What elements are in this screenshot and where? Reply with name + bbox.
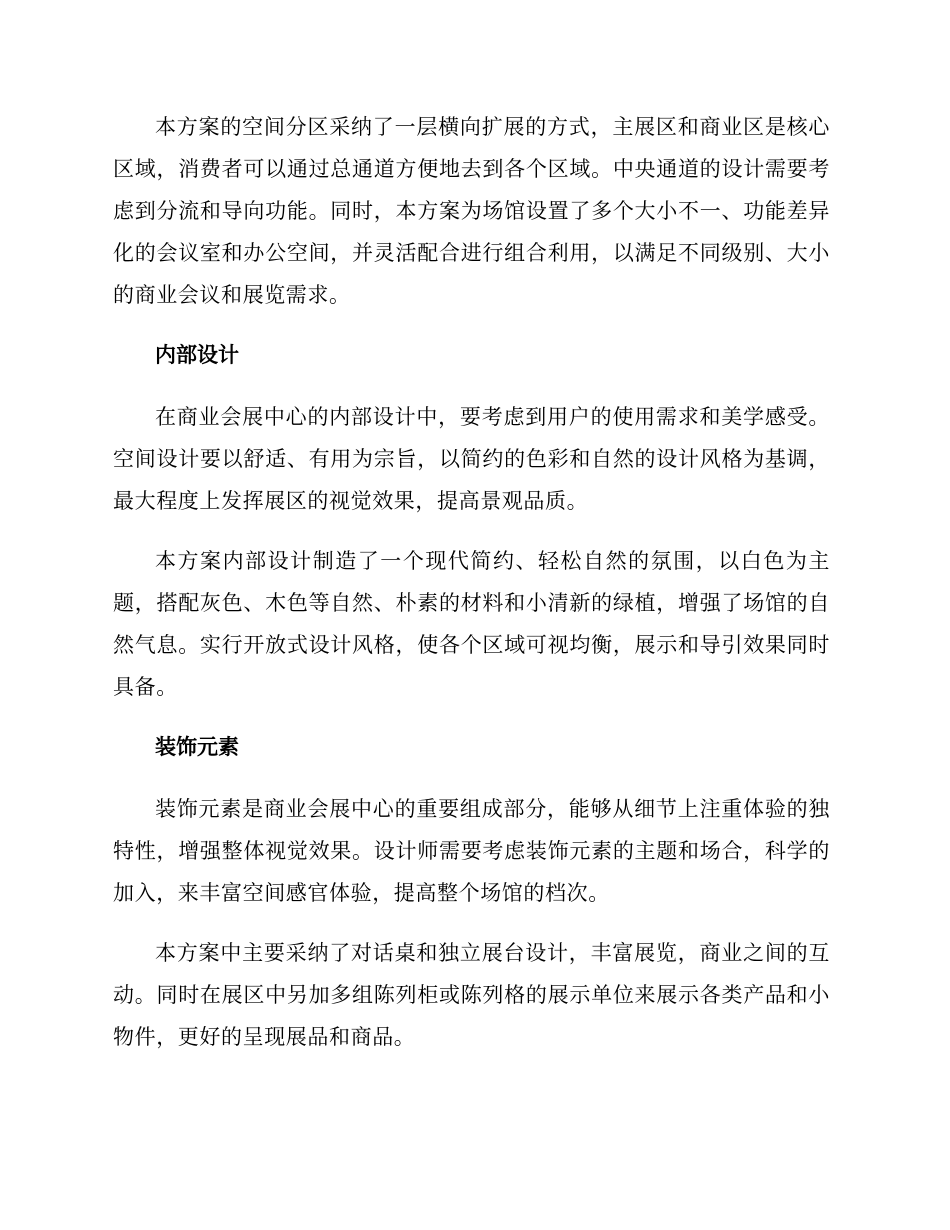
document-body: [113, 106, 830, 1076]
paragraph-space-zoning: 本方案的空间分区采纳了一层横向扩展的方式，主展区和商业区是核心区域，消费者可以通过总通道方便地去到各个区域。中央通道的设计需要考虑到分流和导向功能。同时，本方案为场馆设置了多个大小不一、功能差异化的会议室和办公空间，并灵活配合进行组合利用，以满足不同级别、大小的商业会议和展览需求。: [113, 115, 830, 307]
paragraph-decoration-plan: 本方案中主要采纳了对话桌和独立展台设计，丰富展览，商业之间的互动。同时在展区中另加多组陈列柜或陈列格的展示单位来展示各类产品和小物件，更好的呈现展品和商品。: [113, 941, 830, 1049]
paragraph-decoration-importance: 装饰元素是商业会展中心的重要组成部分，能够从细节上注重体验的独特性，增强整体视觉效果。设计师需要考虑装饰元素的主题和场合，科学的加入，来丰富空间感官体验，提高整个场馆的档次。: [113, 797, 830, 905]
paragraph-interior-style: 本方案内部设计制造了一个现代简约、轻松自然的氛围，以白色为主题，搭配灰色、木色等自然、朴素的材料和小清新的绿植，增强了场馆的自然气息。实行开放式设计风格，使各个区域可视均衡，展示和导引效果同时具备。: [113, 549, 830, 699]
heading-decoration-elements: 装饰元素: [155, 735, 239, 759]
paragraph-interior-needs: 在商业会展中心的内部设计中，要考虑到用户的使用需求和美学感受。空间设计要以舒适、有用为宗旨，以简约的色彩和自然的设计风格为基调，最大程度上发挥展区的视觉效果，提高景观品质。: [113, 405, 830, 513]
heading-interior-design: 内部设计: [155, 343, 239, 367]
